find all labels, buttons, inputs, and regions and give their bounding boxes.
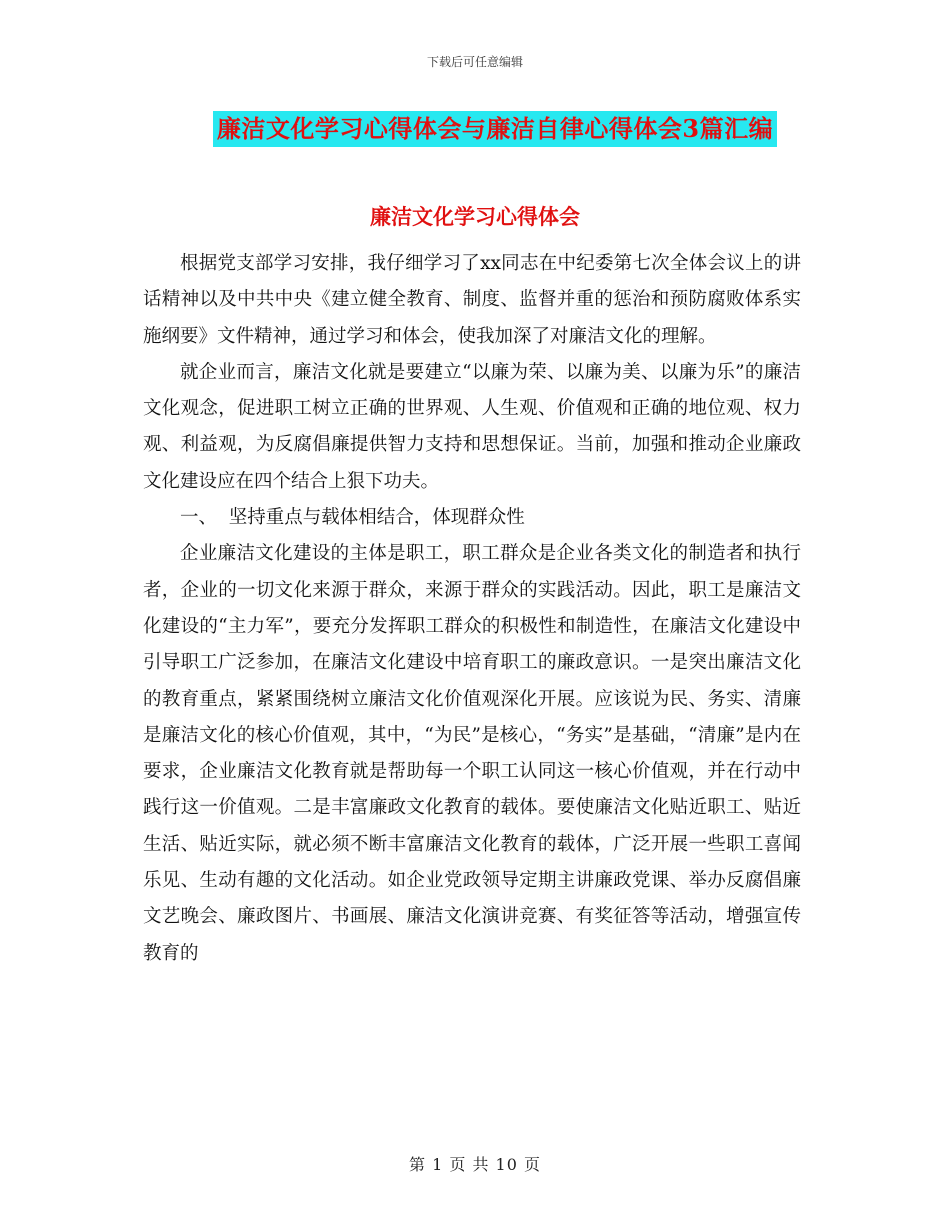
body-text <box>143 246 801 972</box>
page-footer: 第 1 页 共 10 页 <box>409 1155 541 1174</box>
paragraph: 企业廉洁文化建设的主体是职工，职工群众是企业各类文化的制造者和执行者，企业的一切文化来源于群众，来源于群众的实践活动。因此，职工是廉洁文化建设的“主力军”，要充分发挥职工群众的积极性和制造性，在廉洁文化建设中引导职工广泛参加，在廉洁文化建设中培育职工的廉政意识。一是突出廉洁文化的教育重点，紧紧围绕树立廉洁文化价值观深化开展。应该说为民、务实、清廉是廉洁文化的核心价值观，其中，“为民”是核心，“务实”是基础，“清廉”是内在要求，企业廉洁文化教育就是帮助每一个职工认同这一核心价值观，并在行动中践行这一价值观。二是丰富廉政文化教育的载体。要使廉洁文化贴近职工、贴近生活、贴近实际，就必须不断丰富廉洁文化教育的载体，广泛开展一些职工喜闻乐见、生动有趣的文化活动。如企业党政领导定期主讲廉政党课、举办反腐倡廉文艺晚会、廉政图片、书画展、廉洁文化演讲竞赛、有奖征答等活动，增强宣传教育的 <box>143 543 801 964</box>
paragraph-heading: 一、 坚持重点与载体相结合，体现群众性 <box>180 507 525 529</box>
document-title: 廉洁文化学习心得体会与廉洁自律心得体会3篇汇编 <box>213 111 777 147</box>
section-title: 廉洁文化学习心得体会 <box>370 204 580 229</box>
paragraph: 就企业而言，廉洁文化就是要建立“以廉为荣、以廉为美、以廉为乐”的廉洁文化观念，促进职工树立正确的世界观、人生观、价值观和正确的地位观、权力观、利益观，为反腐倡廉提供智力支持和思想保证。当前，加强和推动企业廉政文化建设应在四个结合上狠下功夫。 <box>143 361 801 492</box>
header-note: 下载后可任意编辑 <box>426 55 523 69</box>
paragraph: 根据党支部学习安排，我仔细学习了xx同志在中纪委第七次全体会议上的讲话精神以及中共中央《建立健全教育、制度、监督并重的惩治和预防腐败体系实施纲要》文件精神，通过学习和体会，使我加深了对廉洁文化的理解。 <box>143 253 801 347</box>
document-title-wrapper <box>0 111 950 147</box>
